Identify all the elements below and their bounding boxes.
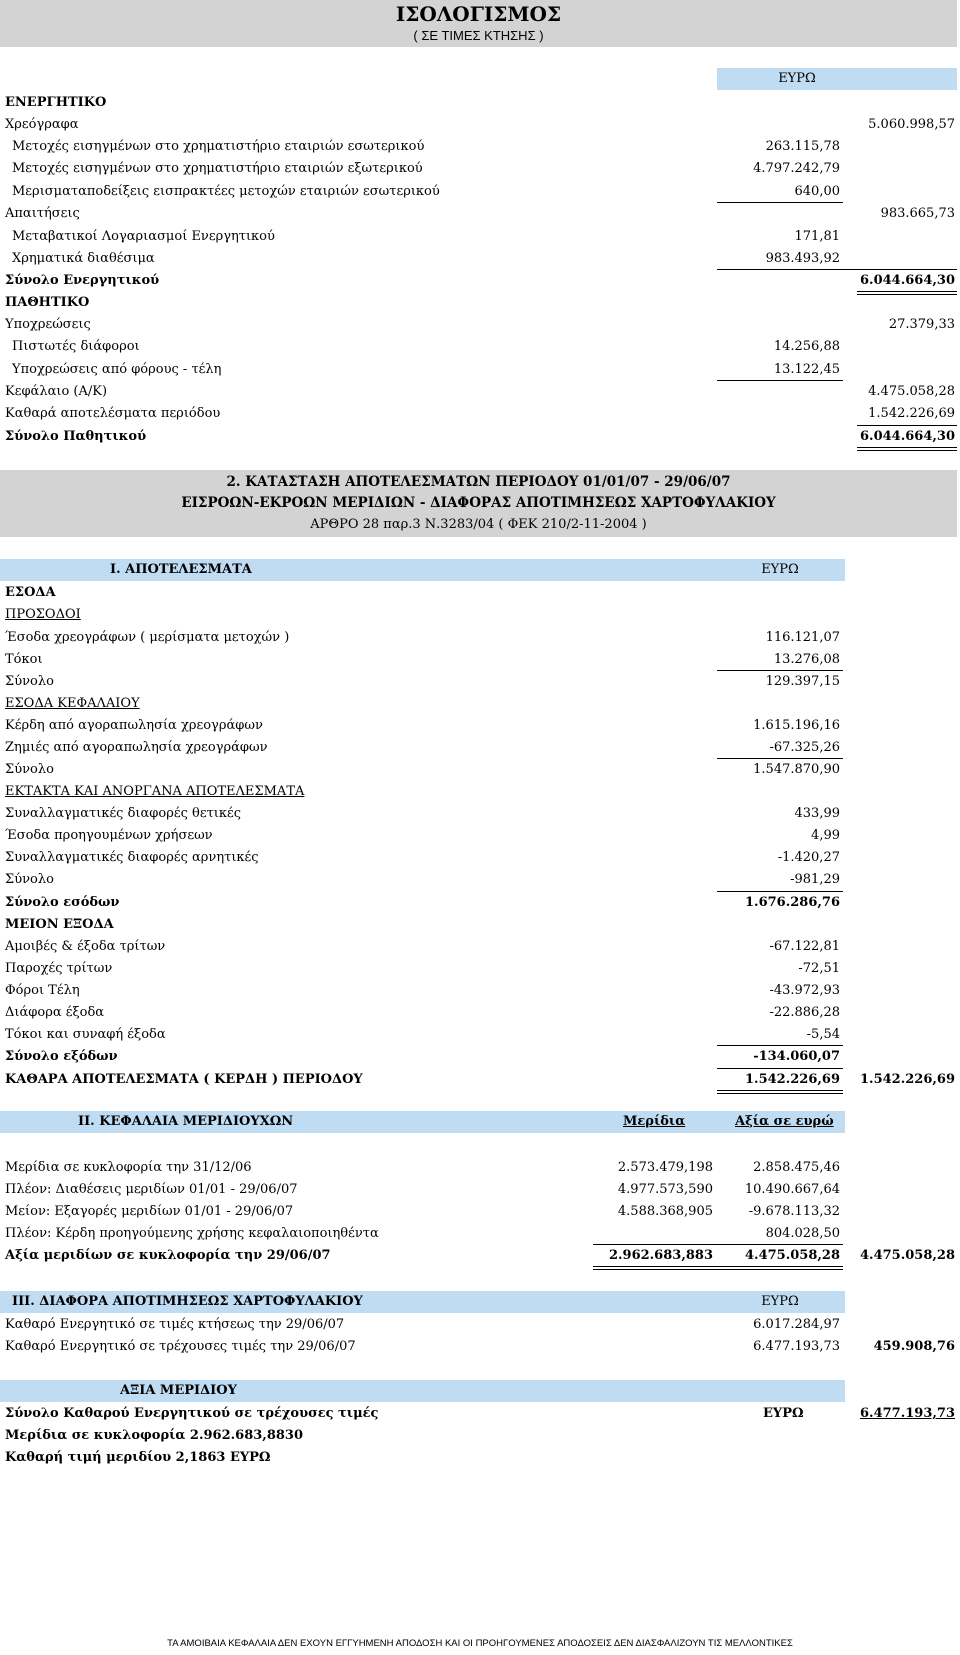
units-grand-total: 4.475.058,28 xyxy=(860,1248,955,1263)
statement-law: ΑΡΘΡΟ 28 παρ.3 Ν.3283/04 ( ΦΕΚ 210/2-11-2004 ) xyxy=(310,517,647,532)
net-assets-value: 6.477.193,73 xyxy=(860,1406,955,1421)
expense-total-value: -134.060,07 xyxy=(753,1049,840,1064)
net-results-value: 1.542.226,69 xyxy=(868,406,955,421)
valuation-row-label: Καθαρό Ενεργητικό σε τρέχουσες τιμές την 29/06/07 xyxy=(5,1339,356,1354)
revenue-heading: ΠΡΟΣΟΔΟΙ xyxy=(5,607,81,622)
expense-item-label: Διάφορα έξοδα xyxy=(5,1005,105,1020)
units-row-units: 2.573.479,198 xyxy=(617,1160,713,1175)
total-assets-value: 6.044.664,30 xyxy=(860,273,955,288)
unit-value-heading: ΑΞΙΑ ΜΕΡΙΔΙΟΥ xyxy=(120,1383,237,1398)
currency-label: ΕΥΡΩ xyxy=(778,71,816,86)
units-row-value: 2.858.475,46 xyxy=(753,1160,840,1175)
extraordinary-item-value: -1.420,27 xyxy=(777,850,840,865)
expense-item-value: -43.972,93 xyxy=(769,983,840,998)
units-total-units: 2.962.683,883 xyxy=(608,1248,713,1263)
units-row-label: Μείον: Εξαγορές μεριδίων 01/01 - 29/06/07 xyxy=(5,1204,294,1219)
receivables-item-value: 171,81 xyxy=(794,229,840,244)
units-row-units: 4.588.368,905 xyxy=(617,1204,713,1219)
capital-income-item-label: Ζημιές από αγοραπωλησία χρεογράφων xyxy=(5,740,268,755)
extraordinary-total-label: Σύνολο xyxy=(5,872,54,887)
revenue-item-value: 13.276,08 xyxy=(773,652,840,667)
units-heading: ΙΙ. ΚΕΦΑΛΑΙΑ ΜΕΡΙΔΙΟΥΧΩΝ xyxy=(78,1114,294,1129)
capital-income-item-label: Κέρδη από αγοραπωλησία χρεογράφων xyxy=(5,718,263,733)
units-outstanding-line: Μερίδια σε κυκλοφορία 2.962.683,8830 xyxy=(5,1428,304,1443)
expense-item-label: Αμοιβές & έξοδα τρίτων xyxy=(5,939,166,954)
units-total-label: Αξία μεριδίων σε κυκλοφορία την 29/06/07 xyxy=(5,1248,331,1263)
securities-label: Χρεόγραφα xyxy=(5,117,79,132)
units-row-label: Μερίδια σε κυκλοφορία την 31/12/06 xyxy=(5,1160,252,1175)
obligations-item-value: 13.122,45 xyxy=(773,362,840,377)
units-row-units: 4.977.573,590 xyxy=(617,1182,713,1197)
revenue-item-label: Τόκοι xyxy=(5,652,43,667)
net-results-amount: 1.542.226,69 xyxy=(745,1072,840,1087)
double-rule xyxy=(717,1090,843,1094)
securities-item-value: 640,00 xyxy=(794,184,840,199)
net-results-label: Καθαρά αποτελέσματα περιόδου xyxy=(5,406,221,421)
statement-header-band xyxy=(0,470,957,537)
units-row-label: Πλέον: Διαθέσεις μεριδίων 01/01 - 29/06/07 xyxy=(5,1182,298,1197)
expense-total-label: Σύνολο εξόδων xyxy=(5,1049,118,1064)
statement-title: 2. ΚΑΤΑΣΤΑΣΗ ΑΠΟΤΕΛΕΣΜΑΤΩΝ ΠΕΡΙΟΔΟΥ 01/01/07 - 29/06/07 xyxy=(226,474,731,490)
disclaimer-footer: ΤΑ ΑΜΟΙΒΑΙΑ ΚΕΦΑΛΑΙΑ ΔΕΝ ΕΧΟΥΝ ΕΓΓΥΗΜΕΝΗ ΑΠΟΔΟΣΗ ΚΑΙ ΟΙ ΠΡΟΗΓΟΥΜΕΝΕΣ ΑΠΟΔΟΣΕΙΣ ΔΕΝ ΔΙΑΣΦΑΛΙΖΟΥΝ ΤΙΣ ΜΕΛΛΟΝΤΙΚΕΣ xyxy=(167,1638,793,1649)
statement-subtitle: ΕΙΣΡΟΩΝ-ΕΚΡΟΩΝ ΜΕΡΙΔΙΩΝ - ΔΙΑΦΟΡΑΣ ΑΠΟΤΙΜΗΣΕΩΣ ΧΑΡΤΟΦΥΛΑΚΙΟΥ xyxy=(181,495,776,511)
securities-total: 5.060.998,57 xyxy=(868,117,955,132)
total-assets-label: Σύνολο Ενεργητικού xyxy=(5,273,160,288)
revenue-item-value: 116.121,07 xyxy=(765,630,840,645)
valuation-row-value: 6.017.284,97 xyxy=(753,1317,840,1332)
units-row-value: 10.490.667,64 xyxy=(744,1182,840,1197)
extraordinary-item-label: Συναλλαγματικές διαφορές θετικές xyxy=(5,806,242,821)
revenue-item-label: Έσοδα χρεογράφων ( μερίσματα μετοχών ) xyxy=(5,630,290,645)
page-title: ΙΣΟΛΟΓΙΣΜΟΣ xyxy=(395,2,562,26)
expense-item-value: -22.886,28 xyxy=(769,1005,840,1020)
results-heading: Ι. ΑΠΟΤΕΛΕΣΜΑΤΑ xyxy=(110,562,252,577)
expense-item-value: -67.122,81 xyxy=(769,939,840,954)
income-total-value: 1.676.286,76 xyxy=(745,895,840,910)
capital-income-item-value: -67.325,26 xyxy=(769,740,840,755)
securities-item-value: 4.797.242,79 xyxy=(753,161,840,176)
capital-income-item-value: 1.615.196,16 xyxy=(753,718,840,733)
expense-item-value: -72,51 xyxy=(798,961,840,976)
valuation-heading: ΙΙΙ. ΔΙΑΦΟΡΑ ΑΠΟΤΙΜΗΣΕΩΣ ΧΑΡΤΟΦΥΛΑΚΙΟΥ xyxy=(12,1294,363,1309)
page-subtitle: ( ΣΕ ΤΙΜΕΣ ΚΤΗΣΗΣ ) xyxy=(413,28,544,43)
extraordinary-item-value: 433,99 xyxy=(794,806,840,821)
extraordinary-total-value: -981,29 xyxy=(790,872,840,887)
expense-heading: ΜΕΙΟΝ ΕΞΟΔΑ xyxy=(5,917,114,932)
net-results-total: 1.542.226,69 xyxy=(860,1072,955,1087)
securities-item-label: Μετοχές εισηγμένων στο χρηματιστήριο εταιριών εσωτερικού xyxy=(12,139,425,154)
expense-item-label: Παροχές τρίτων xyxy=(5,961,113,976)
units-row-value: -9.678.113,32 xyxy=(748,1204,840,1219)
obligations-label: Υποχρεώσεις xyxy=(5,317,91,332)
receivables-item-value: 983.493,92 xyxy=(765,251,840,266)
securities-item-label: Μερισματαποδείξεις εισπρακτέες μετοχών εταιριών εσωτερικού xyxy=(12,184,440,199)
revenue-total-label: Σύνολο xyxy=(5,674,54,689)
results-currency: ΕΥΡΩ xyxy=(761,562,799,577)
capital-income-total-label: Σύνολο xyxy=(5,762,54,777)
valuation-difference: 459.908,76 xyxy=(873,1339,955,1354)
valuation-row-label: Καθαρό Ενεργητικό σε τιμές κτήσεως την 29/06/07 xyxy=(5,1317,345,1332)
liabilities-heading: ΠΑΘΗΤΙΚΟ xyxy=(5,295,90,310)
expense-item-label: Φόροι Τέλη xyxy=(5,983,80,998)
extraordinary-item-label: Συναλλαγματικές διαφορές αρνητικές xyxy=(5,850,259,865)
balance-header-band xyxy=(0,0,957,47)
double-rule xyxy=(857,447,957,451)
net-assets-currency: ΕΥΡΩ xyxy=(763,1406,804,1421)
obligations-total: 27.379,33 xyxy=(888,317,955,332)
double-rule xyxy=(857,291,957,295)
valuation-row-value: 6.477.193,73 xyxy=(753,1339,840,1354)
receivables-item-label: Μεταβατικοί Λογαριασμοί Ενεργητικού xyxy=(12,229,275,244)
value-col-header: Αξία σε ευρώ xyxy=(735,1114,834,1129)
securities-item-label: Μετοχές εισηγμένων στο χρηματιστήριο εταιριών εξωτερικού xyxy=(12,161,423,176)
obligations-item-label: Πιστωτές διάφοροι xyxy=(12,339,140,354)
total-liabilities-label: Σύνολο Παθητικού xyxy=(5,429,147,444)
double-rule xyxy=(593,1266,843,1270)
receivables-item-label: Χρηματικά διαθέσιμα xyxy=(12,251,155,266)
expense-item-value: -5,54 xyxy=(806,1027,840,1042)
capital-income-total-value: 1.547.870,90 xyxy=(753,762,840,777)
units-row-label: Πλέον: Κέρδη προηγούμενης χρήσης κεφαλαιοποιηθέντα xyxy=(5,1226,379,1241)
extraordinary-item-value: 4,99 xyxy=(811,828,840,843)
obligations-item-value: 14.256,88 xyxy=(773,339,840,354)
receivables-label: Απαιτήσεις xyxy=(5,206,80,221)
capital-label: Κεφάλαιο (Α/Κ) xyxy=(5,384,108,399)
units-col-header: Μερίδια xyxy=(623,1114,686,1129)
units-row-value: 804.028,50 xyxy=(765,1226,840,1241)
units-total-value: 4.475.058,28 xyxy=(745,1248,840,1263)
extraordinary-heading: ΕΚΤΑΚΤΑ ΚΑΙ ΑΝΟΡΓΑΝΑ ΑΠΟΤΕΛΕΣΜΑΤΑ xyxy=(5,784,305,799)
net-assets-label: Σύνολο Καθαρού Ενεργητικού σε τρέχουσες τιμές xyxy=(5,1406,379,1421)
expense-item-label: Τόκοι και συναφή έξοδα xyxy=(5,1027,166,1042)
receivables-total: 983.665,73 xyxy=(880,206,955,221)
obligations-item-label: Υποχρεώσεις από φόρους - τέλη xyxy=(12,362,222,377)
securities-item-value: 263.115,78 xyxy=(765,139,840,154)
income-heading: ΕΣΟΔΑ xyxy=(5,585,56,600)
valuation-currency: ΕΥΡΩ xyxy=(761,1294,799,1309)
capital-income-heading: ΕΣΟΔΑ ΚΕΦΑΛΑΙΟΥ xyxy=(5,696,140,711)
income-total-label: Σύνολο εσόδων xyxy=(5,895,120,910)
assets-heading: ΕΝΕΡΓΗΤΙΚΟ xyxy=(5,95,107,110)
unit-price-line: Καθαρή τιμή μεριδίου 2,1863 ΕΥΡΩ xyxy=(5,1450,271,1465)
capital-value: 4.475.058,28 xyxy=(868,384,955,399)
total-liabilities-value: 6.044.664,30 xyxy=(860,429,955,444)
extraordinary-item-label: Έσοδα προηγουμένων χρήσεων xyxy=(5,828,213,843)
net-results-heading: ΚΑΘΑΡΑ ΑΠΟΤΕΛΕΣΜΑΤΑ ( ΚΕΡΔΗ ) ΠΕΡΙΟΔΟΥ xyxy=(5,1072,363,1087)
revenue-total-value: 129.397,15 xyxy=(765,674,840,689)
